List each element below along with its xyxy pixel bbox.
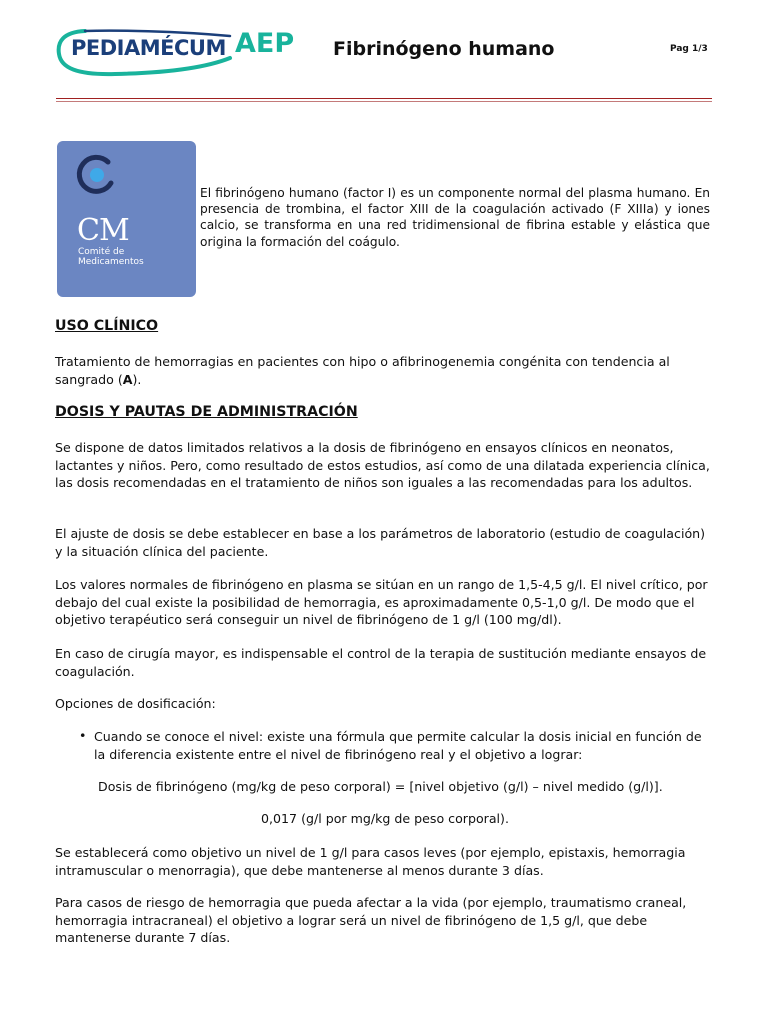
dosis-formula-divisor: 0,017 (g/l por mg/kg de peso corporal). bbox=[261, 811, 509, 826]
badge-subtitle bbox=[78, 247, 188, 267]
dosis-paragraph-2: El ajuste de dosis se debe establecer en base a los parámetros de laboratorio (estudio de coagulación) y la situación clínica del paciente. bbox=[55, 526, 706, 559]
page-title: Fibrinógeno humano bbox=[333, 38, 555, 60]
heading-uso-clinico: USO CLÍNICO bbox=[55, 318, 159, 334]
committee-logo-icon bbox=[75, 153, 119, 197]
uso-paragraph bbox=[55, 353, 715, 388]
dosis-paragraph-1: Se dispone de datos limitados relativos a la dosis de fibrinógeno en ensayos clínicos en neonatos, lactantes y niños. Pero, como resultado de estos estudios, así como de una dilatada experiencia clínica, las dosis recomendadas en el tratamiento de niños son iguales a las recomendadas para los adultos. bbox=[55, 440, 710, 490]
dosis-paragraph-5: Opciones de dosificación: bbox=[55, 696, 216, 711]
logo-wordmark: PEDIAMÉCUM bbox=[71, 36, 226, 60]
logo-aep: AEP bbox=[235, 28, 295, 59]
dosis-paragraph-6: Se establecerá como objetivo un nivel de 1 g/l para casos leves (por ejemplo, epistaxis, hemorragia intramuscular o menorragia), que debe mantenerse al menos durante 3 días. bbox=[55, 845, 686, 878]
heading-dosis: DOSIS Y PAUTAS DE ADMINISTRACIÓN bbox=[55, 404, 358, 420]
committee-badge bbox=[57, 141, 196, 297]
bullet-icon: • bbox=[79, 728, 87, 743]
page-header bbox=[0, 0, 768, 110]
pediamecum-logo bbox=[55, 28, 305, 78]
dosis-formula: Dosis de fibrinógeno (mg/kg de peso corporal) = [nivel objetivo (g/l) – nivel medido (g/l)]. bbox=[98, 779, 663, 794]
dosis-paragraph-3: Los valores normales de fibrinógeno en plasma se sitúan en un rango de 1,5-4,5 g/l. El nivel crítico, por debajo del cual existe la posibilidad de hemorragia, es aproximadamente 0,5-1,0 g/l. De modo que el objetivo terapéutico será conseguir un nivel de fibrinógeno de 1 g/l (100 mg/dl). bbox=[55, 577, 708, 627]
uso-text: Tratamiento de hemorragias en pacientes con hipo o afibrinogenemia congénita con tendencia al sangrado ( bbox=[55, 354, 670, 387]
header-divider-secondary bbox=[56, 101, 712, 102]
page-number: Pag 1/3 bbox=[670, 44, 708, 54]
dosis-bullet: Cuando se conoce el nivel: existe una fórmula que permite calcular la dosis inicial en función de la diferencia existente entre el nivel de fibrinógeno real y el objetivo a lograr: bbox=[94, 729, 702, 762]
evidence-grade: A bbox=[122, 371, 133, 387]
dosis-paragraph-4: En caso de cirugía mayor, es indispensable el control de la terapia de sustitución mediante ensayos de coagulación. bbox=[55, 646, 707, 679]
header-divider bbox=[56, 98, 712, 99]
dosis-paragraph-7: Para casos de riesgo de hemorragia que pueda afectar a la vida (por ejemplo, traumatismo craneal, hemorragia intracraneal) el objetivo a lograr será un nivel de fibrinógeno de 1,5 g/l, que debe mantenerse durante 7 días. bbox=[55, 895, 687, 945]
intro-paragraph: El fibrinógeno humano (factor I) es un componente normal del plasma humano. En presencia de trombina, el factor XIII de la coagulación activado (F XIIIa) y iones calcio, se transforma en una red tridimensional de fibrina estable y elástica que origina la formación del coágulo. bbox=[200, 186, 710, 249]
badge-letters: CM bbox=[77, 213, 129, 248]
uso-text-end: ). bbox=[132, 371, 142, 387]
badge-subtitle-line1: Comité de bbox=[78, 247, 125, 257]
badge-subtitle-line2: Medicamentos bbox=[78, 257, 144, 267]
